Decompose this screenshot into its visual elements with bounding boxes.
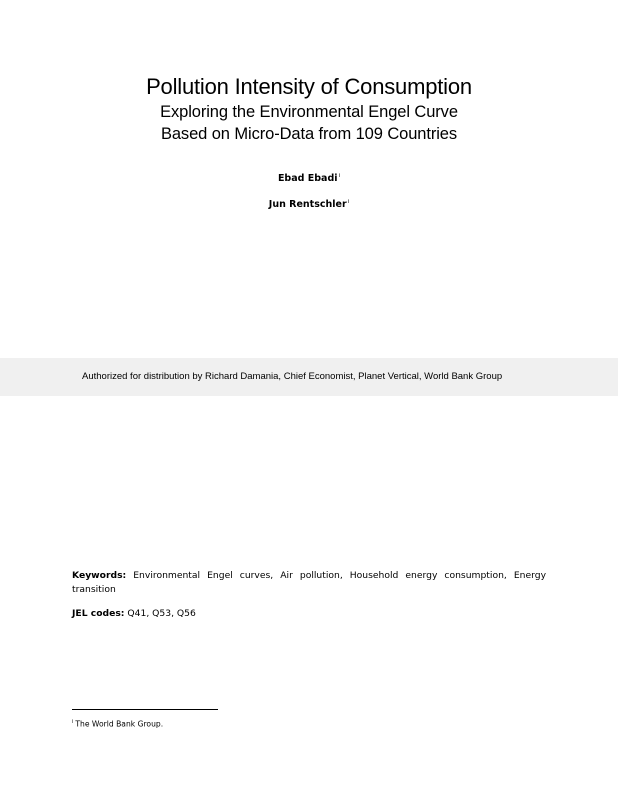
keywords-label: Keywords:	[72, 570, 127, 581]
distribution-statement: Authorized for distribution by Richard Damania, Chief Economist, Planet Vertical, World Bank Group	[82, 371, 503, 382]
footnote-mark: i	[72, 719, 74, 725]
keywords-text: Environmental Engel curves, Air pollution, Household energy consumption, Energy transition	[72, 570, 547, 595]
footnote	[72, 717, 163, 730]
author-1-name: Ebad Ebadi	[277, 173, 338, 185]
footnote-text: The World Bank Group.	[75, 719, 164, 729]
jel-codes-section	[72, 607, 196, 621]
author-2	[0, 196, 618, 211]
jel-codes-label: JEL codes:	[72, 608, 125, 619]
footnote-divider	[72, 709, 218, 710]
paper-subtitle-line-2: Based on Micro-Data from 109 Countries	[160, 125, 458, 143]
author-2-name: Jun Rentschler	[268, 199, 347, 211]
paper-title: Pollution Intensity of Consumption	[146, 74, 472, 99]
paper-subtitle-line-1: Exploring the Environmental Engel Curve	[160, 103, 458, 121]
author-list	[0, 170, 618, 222]
author-2-affiliation-mark: i	[347, 199, 350, 206]
title-block	[0, 73, 618, 145]
distribution-band	[0, 358, 618, 396]
jel-codes-text: Q41, Q53, Q56	[127, 608, 196, 619]
author-1	[0, 170, 618, 185]
author-1-affiliation-mark: i	[338, 173, 341, 179]
keywords-section	[72, 569, 546, 597]
